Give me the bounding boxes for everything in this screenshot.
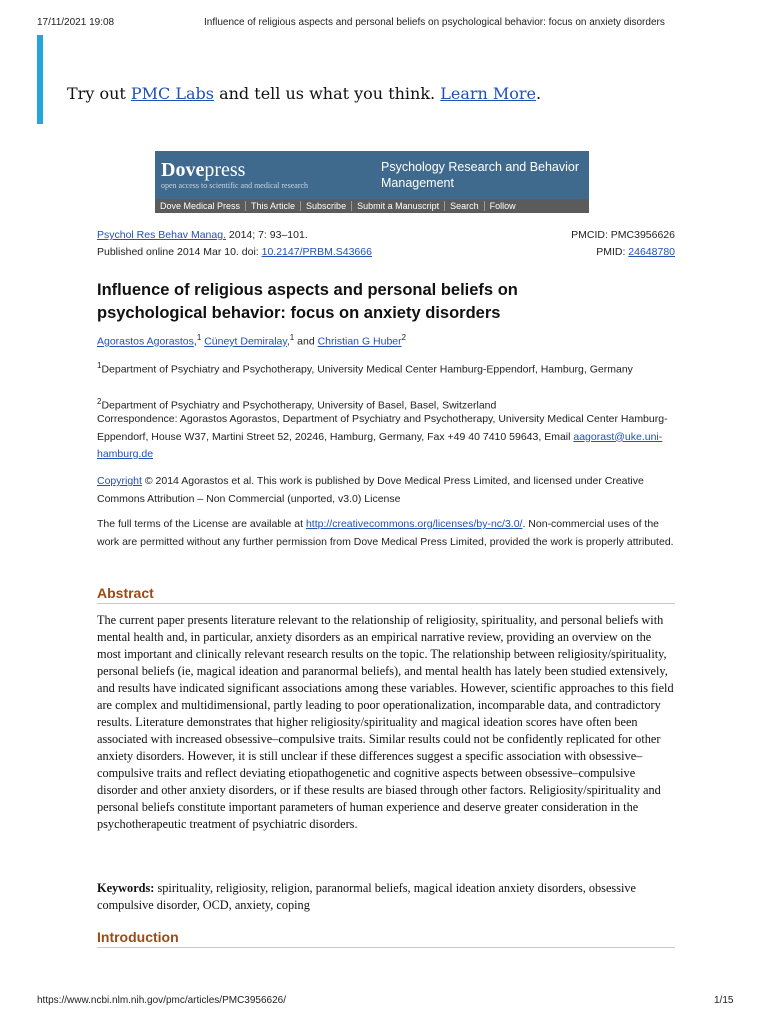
email-link[interactable]: aagorast@uke.uni-hamburg.de: [97, 430, 663, 460]
pmc-labs-link[interactable]: PMC Labs: [130, 84, 214, 103]
journal-details: 2014; 7: 93–101.: [225, 229, 308, 241]
pmid-link[interactable]: 24648780: [628, 246, 675, 258]
copyright-notice: [97, 473, 677, 508]
banner-suffix: .: [536, 84, 542, 103]
affiliation-text: Department of Psychiatry and Psychotherapy, University of Basel, Basel, Switzerland: [101, 399, 497, 412]
learn-more-link[interactable]: Learn More: [440, 84, 537, 103]
keywords-label: Keywords:: [97, 881, 155, 895]
author-and: and: [294, 335, 318, 348]
affiliation-marker: 1: [97, 361, 102, 370]
affiliation-1: [97, 357, 677, 379]
journal-link[interactable]: Psychol Res Behav Manag.: [97, 229, 226, 241]
citation-line: [97, 227, 675, 244]
license-link[interactable]: http://creativecommons.org/licenses/by-nc/3.0/: [305, 518, 523, 530]
dovepress-header[interactable]: [155, 151, 589, 213]
keywords: [97, 880, 677, 914]
banner-middle: and tell us what you think.: [214, 84, 441, 103]
dovepress-logo-press: press: [204, 159, 246, 181]
abstract-heading: Abstract: [97, 585, 675, 604]
author-link[interactable]: Christian G Huber: [317, 335, 402, 348]
affiliation-marker: 2: [97, 397, 102, 406]
copyright-link[interactable]: Copyright: [97, 475, 142, 487]
pmc-labs-banner: [67, 84, 541, 103]
author-affiliation-marker: 1: [289, 333, 295, 342]
banner-prefix: Try out: [67, 84, 131, 103]
published-line: [97, 244, 675, 261]
author-affiliation-marker: 2: [401, 333, 407, 342]
pmid: [596, 244, 675, 261]
dovepress-nav-item[interactable]: Follow: [489, 201, 516, 211]
pmcid: PMCID: PMC3956626: [571, 229, 675, 241]
author-list: [97, 333, 406, 348]
author-sep: ,: [193, 335, 197, 348]
author-affiliation-marker: 1: [196, 333, 202, 342]
introduction-heading: Introduction: [97, 929, 675, 948]
dovepress-nav-item[interactable]: Dove Medical Press: [155, 201, 246, 211]
license-notice: [97, 516, 677, 551]
dovepress-logo-dove: Dove: [161, 159, 205, 181]
author-link[interactable]: Agorastos Agorastos: [97, 335, 194, 348]
dovepress-nav-item[interactable]: This Article: [246, 201, 301, 211]
dovepress-nav: [155, 199, 589, 213]
dovepress-journal-name: Psychology Research and Behavior Management: [381, 160, 580, 190]
doi-link[interactable]: 10.2147/PRBM.S43666: [261, 246, 372, 258]
license-post: . Non-commercial uses of the work are permitted without any further permission from Dove Medical Press Limited, provided the work is properly attributed.: [97, 518, 674, 548]
author-link[interactable]: Cüneyt Demiralay: [204, 335, 287, 348]
print-date: 17/11/2021 19:08: [37, 17, 115, 28]
abstract-text: The current paper presents literature relevant to the relationship of religiosity, spirituality, and personal beliefs with mental health and, in particular, anxiety disorders as an empirical narrative review, providing an overview on the most important and clinically relevant research results on the topic. The relationship between religiosity/spirituality, personal beliefs (ie, magical ideation and paranormal beliefs), and mental health has lately been studied extensively, and results have indicated significant associations among these variables. However, scientific approaches to this field are complex and multidimensional, partly leading to poor operationalization, incomparable data, and contradictory results. Literature demonstrates that higher religiosity/spirituality and magical ideation scores have often been associated with increased obsessive–compulsive traits. Similar results could not be confidently replicated for other anxiety disorders. However, it is still unclear if these differences suggest a specific association with obsessive–compulsive traits and reflect deviating etiopathogenetic and cognitive aspects between obsessive–compulsive disorder and other anxiety disorders, or if these results are biased through other factors. Religiosity/spirituality and personal beliefs constitute important parameters of human experience and deserve greater consideration in the psychotherapeutic treatment of psychiatric disorders.: [97, 613, 674, 831]
correspondence: [97, 411, 677, 464]
print-page-number: 1/15: [714, 995, 734, 1006]
copyright-text: © 2014 Agorastos et al. This work is published by Dove Medical Press Limited, and licensed under Creative Commons Attribution – Non Commercial (unported, v3.0) License: [97, 475, 644, 505]
dovepress-nav-item[interactable]: Search: [445, 201, 485, 211]
correspondence-text: Correspondence: Agorastos Agorastos, Department of Psychiatry and Psychotherapy, University Medical Center Hamburg-Eppendorf, House W37, Martini Street 52, 20246, Hamburg, Germany, Fax +49 40 7410 59643, Email: [97, 413, 668, 443]
article-title: Influence of religious aspects and personal beliefs on psychological behavior: focus on anxiety disorders: [97, 281, 518, 322]
dovepress-nav-item[interactable]: Submit a Manuscript: [352, 201, 445, 211]
dovepress-logo: [161, 159, 245, 182]
affiliation-text: Department of Psychiatry and Psychotherapy, University Medical Center Hamburg-Eppendorf, Hamburg, Germany: [101, 363, 633, 376]
dovepress-nav-item[interactable]: Subscribe: [301, 201, 352, 211]
dovepress-tagline: open access to scientific and medical research: [161, 181, 309, 190]
keywords-list: spirituality, religiosity, religion, paranormal beliefs, magical ideation anxiety disorders, obsessive compulsive disorder, OCD, anxiety, coping: [97, 881, 637, 912]
published-label: Published online 2014 Mar 10. doi:: [97, 246, 262, 258]
print-url: https://www.ncbi.nlm.nih.gov/pmc/articles/PMC3956626/: [37, 995, 286, 1006]
banner-accent-bar: [37, 35, 43, 124]
print-title: Influence of religious aspects and personal beliefs on psychological behavior: focus on anxiety disorders: [204, 17, 665, 28]
pmid-label: PMID:: [596, 246, 629, 258]
license-pre: The full terms of the License are available at: [97, 518, 306, 530]
author-sep: ,: [286, 335, 290, 348]
